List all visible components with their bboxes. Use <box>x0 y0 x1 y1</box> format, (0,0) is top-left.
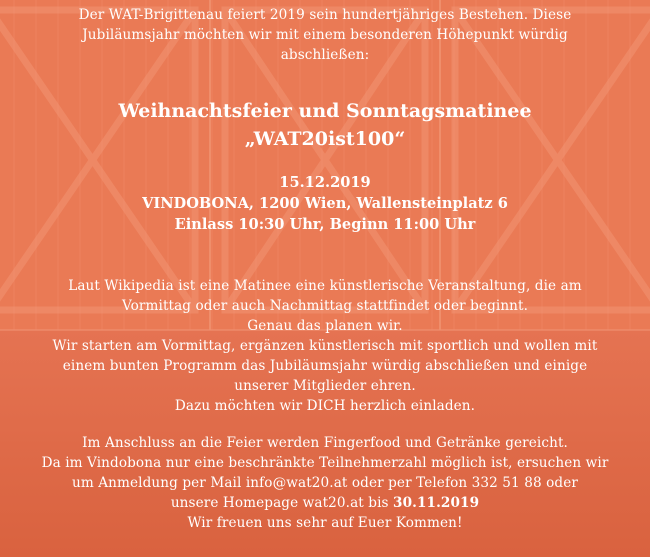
intro-line: Jubiläumsjahr möchten wir mit einem besonderen Höhepunkt würdig <box>82 27 568 43</box>
info-line: um Anmeldung per Mail info@wat20.at oder per Telefon 332 51 88 oder <box>72 475 578 491</box>
event-details <box>0 172 650 235</box>
info-line-deadline <box>0 493 650 513</box>
info-line: Wir freuen uns sehr auf Euer Kommen! <box>187 515 463 531</box>
about-line: Dazu möchten wir DICH herzlich einladen. <box>174 398 476 414</box>
event-title <box>0 97 650 153</box>
event-venue: VINDOBONA, 1200 Wien, Wallensteinplatz 6 <box>142 195 508 212</box>
about-line: Genau das planen wir. <box>247 318 403 334</box>
info-deadline-prefix: unsere Homepage wat20.at bis <box>170 495 394 511</box>
about-paragraph <box>0 276 650 416</box>
about-line: unserer Mitglieder ehren. <box>234 378 416 394</box>
info-line: Im Anschluss an die Feier werden Fingerfood und Getränke gereicht. <box>82 435 568 451</box>
about-line: Wir starten am Vormittag, ergänzen künstlerisch mit sportlich und wollen mit <box>52 338 598 354</box>
event-title-motto: „WAT20ist100“ <box>244 128 406 150</box>
event-times: Einlass 10:30 Uhr, Beginn 11:00 Uhr <box>174 216 476 233</box>
about-line: Laut Wikipedia ist eine Matinee eine künstlerische Veranstaltung, die am <box>68 278 582 294</box>
event-date: 15.12.2019 <box>279 174 371 191</box>
registration-deadline: 30.11.2019 <box>393 495 480 511</box>
intro-paragraph <box>0 5 650 65</box>
about-line: Vormittag oder auch Nachmittag stattfindet oder beginnt. <box>121 298 529 314</box>
intro-line: abschließen: <box>280 47 370 63</box>
info-paragraph <box>0 433 650 533</box>
event-title-line: Weihnachtsfeier und Sonntagsmatinee <box>118 100 532 122</box>
info-line: Da im Vindobona nur eine beschränkte Teilnehmerzahl möglich ist, ersuchen wir <box>41 455 609 471</box>
intro-line: Der WAT-Brigittenau feiert 2019 sein hundertjähriges Bestehen. Diese <box>78 7 572 23</box>
about-line: einem bunten Programm das Jubiläumsjahr würdig abschließen und einige <box>62 358 588 374</box>
